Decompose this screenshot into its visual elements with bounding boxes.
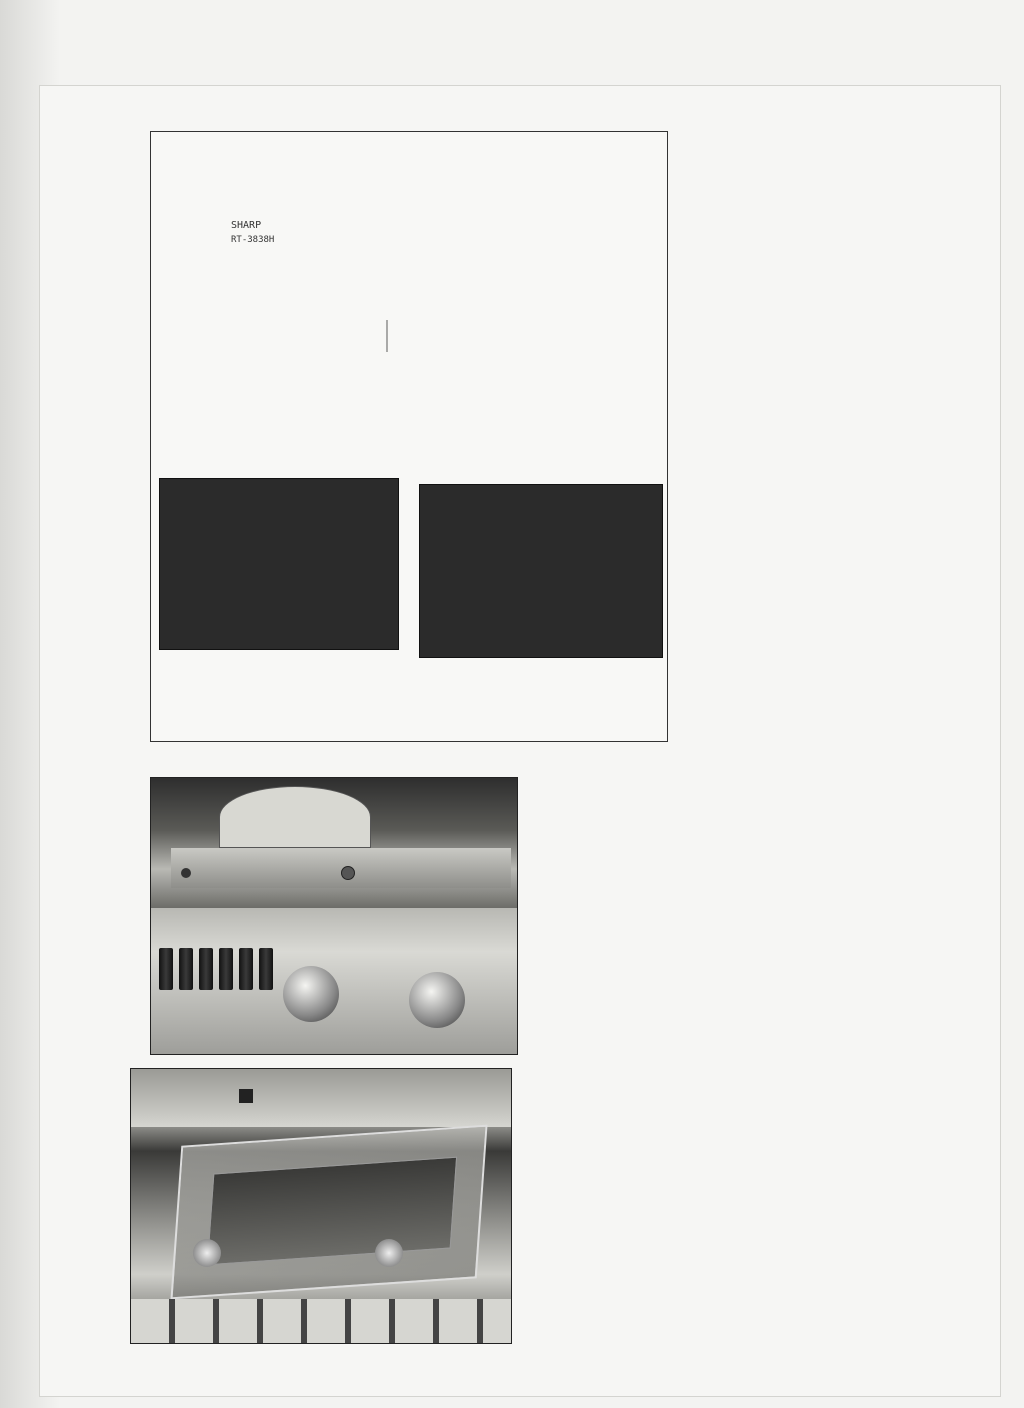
transport-keys: [131, 1299, 511, 1343]
vu-meter-icon: [219, 786, 371, 848]
front-panel-top: [131, 1069, 511, 1127]
photo-controls-closeup: [150, 777, 518, 1055]
meter-bezel: [171, 848, 511, 888]
right-text-column: [676, 146, 958, 170]
oscilloscope-2: [419, 484, 663, 658]
cassette-icon: [207, 1157, 457, 1266]
scope-2-traces: [420, 485, 662, 657]
knob-left-icon: [193, 1239, 221, 1267]
handwritten-sharp: SHARP: [231, 220, 262, 231]
oscilloscope-1: [159, 478, 399, 650]
figure-box: [150, 131, 668, 742]
knob-right-icon: [375, 1239, 403, 1267]
brand-logo-icon: [239, 1089, 253, 1103]
led-icon: [341, 866, 355, 880]
piano-key-6: [259, 948, 273, 990]
photo-cassette-loading: [130, 1068, 512, 1344]
piano-key-1: [159, 948, 173, 990]
handwritten-model: RT-3838H: [231, 235, 275, 245]
piano-key-4: [219, 948, 233, 990]
chart-svg: [219, 162, 599, 402]
piano-key-5: [239, 948, 253, 990]
piano-key-3: [199, 948, 213, 990]
piano-key-2: [179, 948, 193, 990]
scope-1-traces: [160, 479, 398, 649]
screw-icon: [181, 868, 191, 878]
mic-gain-knob-icon: [283, 966, 339, 1022]
frequency-response-chart: [219, 162, 599, 402]
line-gain-knob-icon: [409, 972, 465, 1028]
